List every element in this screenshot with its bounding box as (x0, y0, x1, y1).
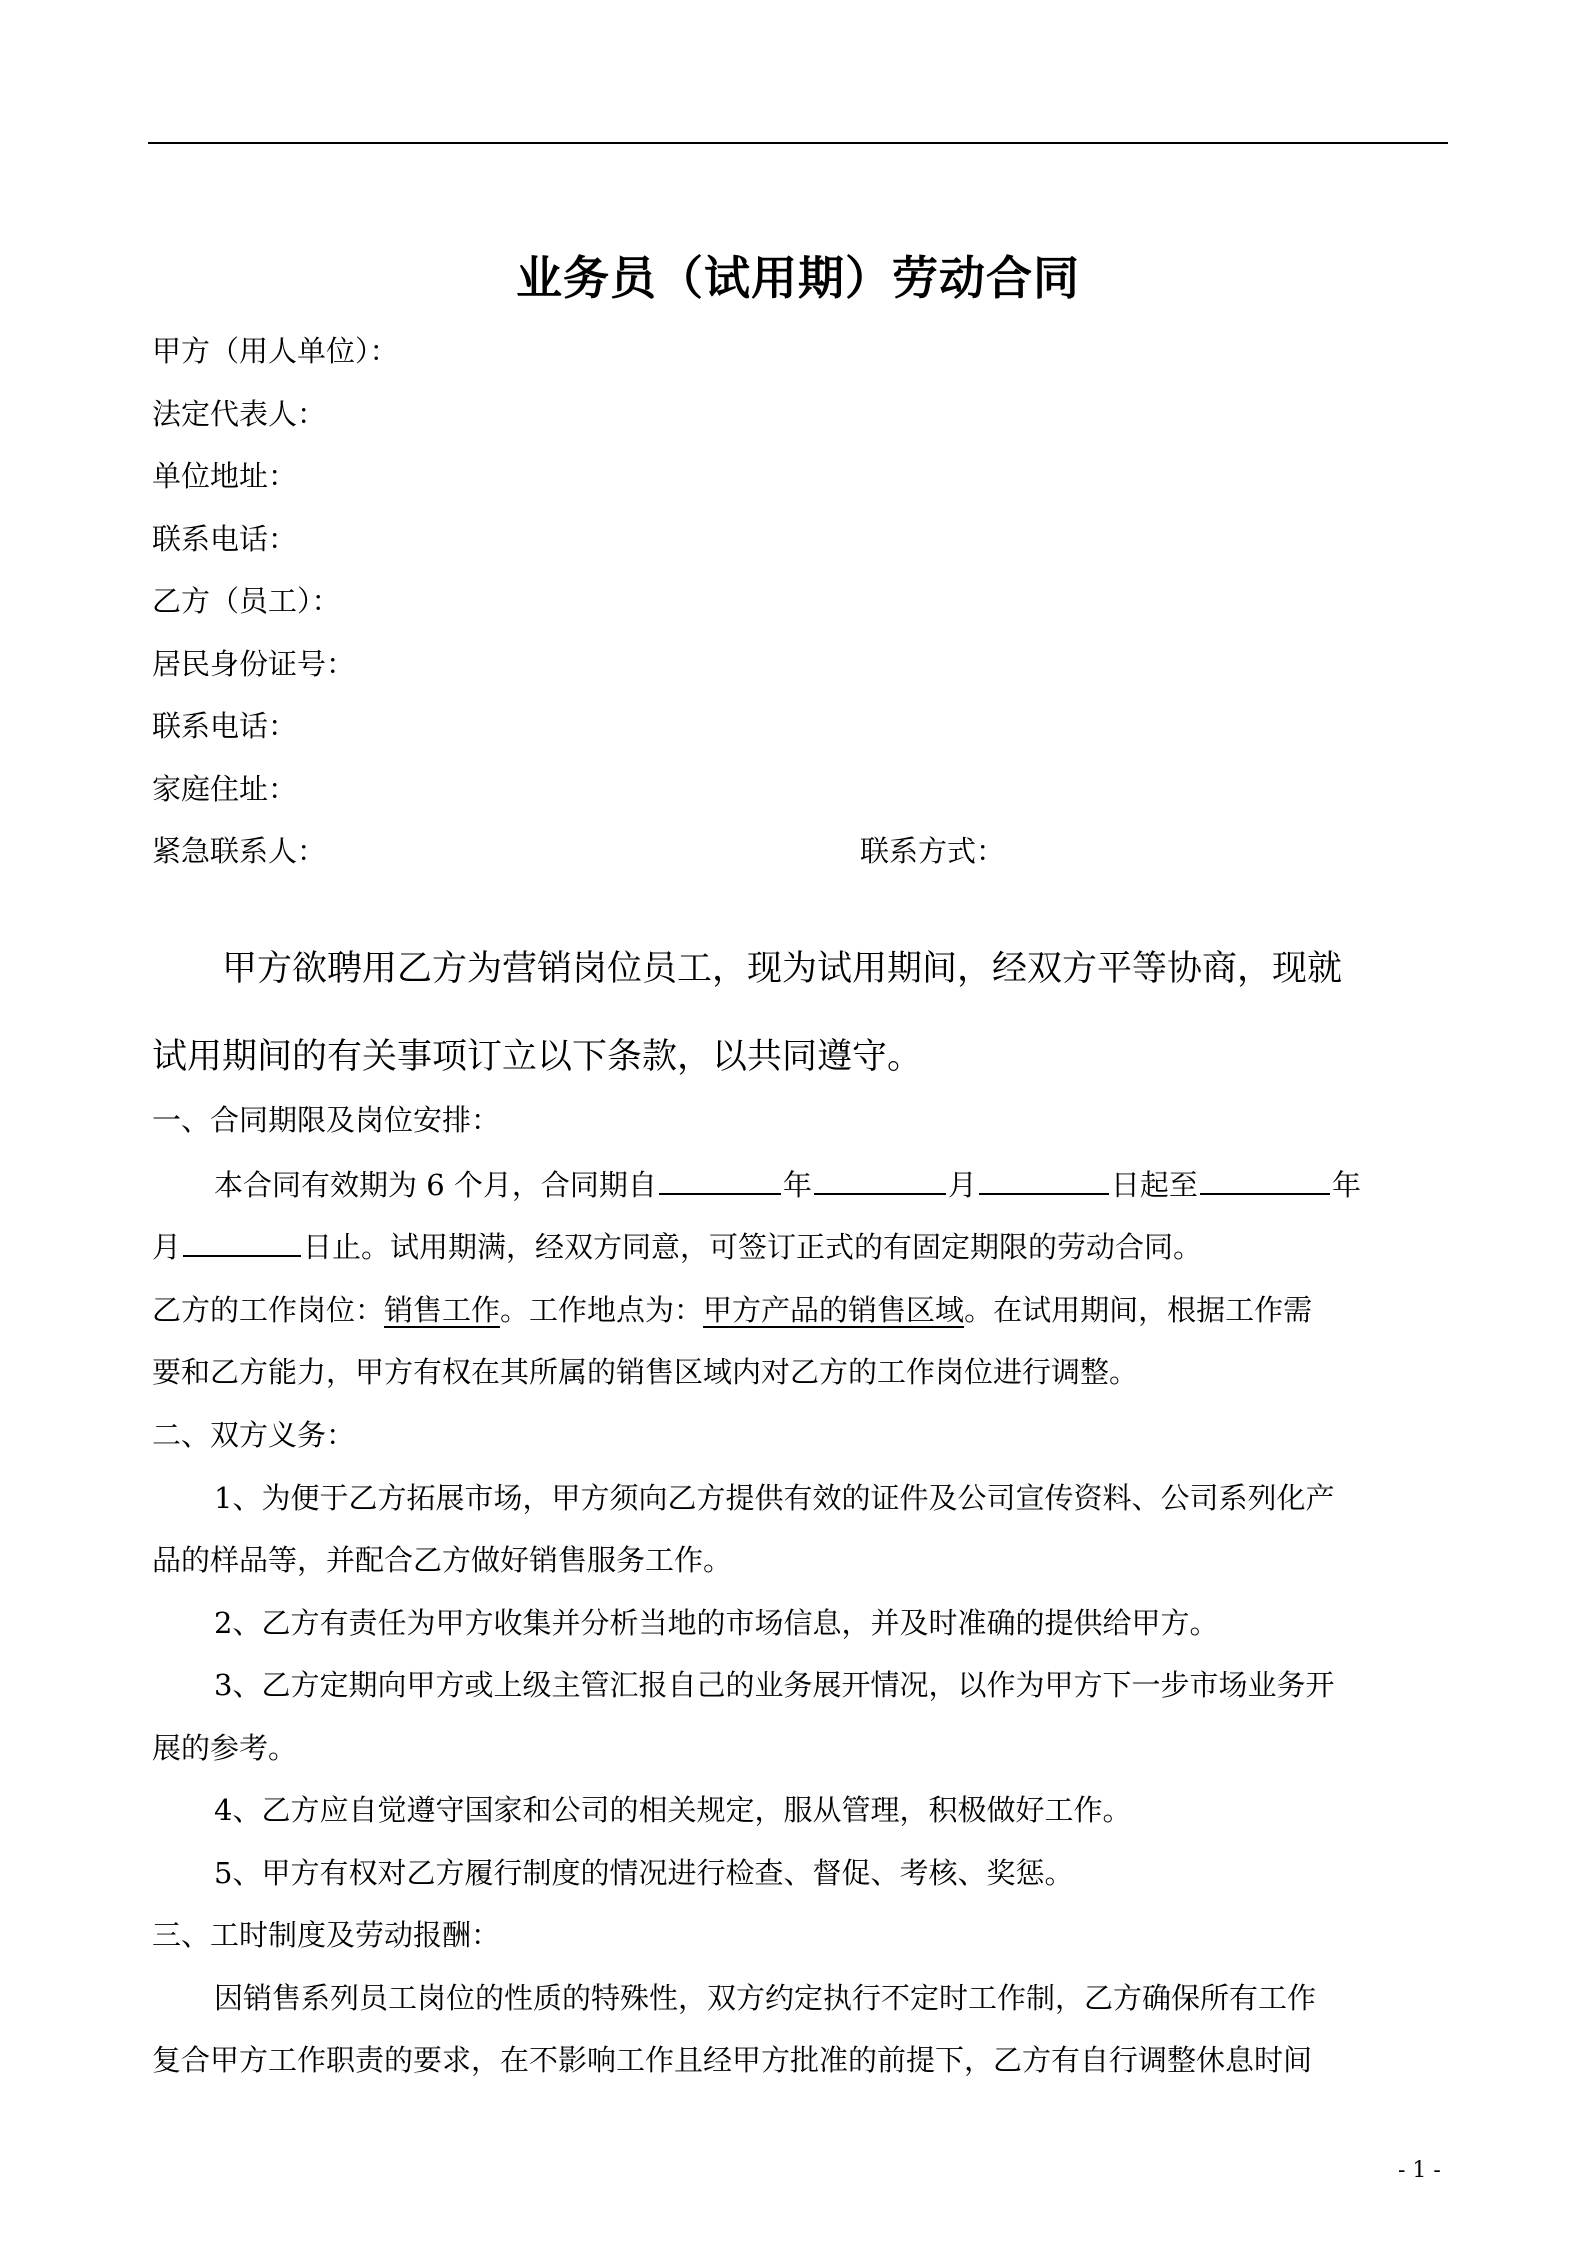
duty-item: 4、乙方应自觉遵守国家和公司的相关规定，服从管理，积极做好工作。 (214, 1793, 1132, 1827)
party-line-emergency-contact (152, 820, 1448, 883)
section-heading-duties: 二、双方义务： (152, 1418, 356, 1452)
year-label: 年 (782, 1168, 812, 1202)
field-label: 联系电话： (152, 521, 298, 556)
post-line-2: 要和乙方能力，甲方有权在其所属的销售区域内对乙方的工作岗位进行调整。 (152, 1355, 1139, 1389)
page-title: 业务员（试用期）劳动合同 (516, 251, 1080, 305)
day-to-label: 日起至 (1110, 1168, 1198, 1202)
party-line-id-number (152, 633, 1448, 696)
field-label: 甲方（用人单位）： (152, 334, 399, 368)
party-line-employer-phone (152, 508, 1448, 571)
month-label: 月 (152, 1230, 182, 1264)
place-prefix: 。工作地点为： (500, 1293, 704, 1327)
intro-line: 甲方欲聘用乙方为营销岗位员工，现为试用期间，经双方平等协商，现就 (222, 949, 1343, 989)
duty-item: 5、甲方有权对乙方履行制度的情况进行检查、督促、考核、奖惩。 (214, 1856, 1074, 1890)
party-line-employer-address (152, 445, 1448, 508)
blank-start-month (814, 1167, 946, 1195)
post-value: 销售工作 (384, 1293, 501, 1327)
blank-end-month (183, 1229, 301, 1257)
post-prefix: 乙方的工作岗位： (152, 1293, 385, 1327)
header-rule (148, 142, 1448, 144)
field-label-contact-method: 联系方式： (860, 834, 1006, 868)
section-heading-hours-pay: 三、工时制度及劳动报酬： (152, 1918, 501, 1952)
party-line-home-address (152, 758, 1448, 821)
section-heading-term: 一、合同期限及岗位安排： (152, 1103, 501, 1137)
duty-item: 3、乙方定期向甲方或上级主管汇报自己的业务展开情况，以作为甲方下一步市场业务开 (214, 1668, 1335, 1702)
term-line (152, 1165, 1448, 1205)
hours-paragraph-line: 复合甲方工作职责的要求，在不影响工作且经甲方批准的前提下，乙方有自行调整休息时间 (152, 2043, 1313, 2077)
blank-end-year (1200, 1167, 1330, 1195)
intro-line: 试用期间的有关事项订立以下条款，以共同遵守。 (152, 1037, 923, 1077)
field-label: 紧急联系人： (152, 834, 327, 868)
term-line-2 (152, 1227, 1448, 1267)
hours-paragraph-line: 因销售系列员工岗位的性质的特殊性，双方约定执行不定时工作制，乙方确保所有工作 (214, 1981, 1317, 2015)
blank-start-day (979, 1167, 1109, 1195)
intro-paragraph (152, 925, 1448, 1101)
term-text: 本合同有效期为 6 个月，合同期自 (214, 1168, 657, 1202)
post-suffix: 。在试用期间，根据工作需 (964, 1293, 1313, 1327)
field-label: 乙方（员工）： (152, 584, 341, 618)
party-line-employer (152, 320, 1448, 383)
term-text: 日止。试用期满，经双方同意，可签订正式的有固定期限的劳动合同。 (303, 1230, 1203, 1264)
post-line (152, 1290, 1448, 1330)
field-label: 单位地址： (152, 459, 298, 493)
field-label: 联系电话： (152, 709, 298, 743)
field-label: 家庭住址： (152, 771, 298, 806)
duty-item-cont: 品的样品等，并配合乙方做好销售服务工作。 (152, 1543, 733, 1577)
party-line-employee-phone (152, 695, 1448, 758)
place-value: 甲方产品的销售区域 (703, 1293, 965, 1327)
field-label: 居民身份证号： (152, 646, 356, 681)
duty-item: 1、为便于乙方拓展市场，甲方须向乙方提供有效的证件及公司宣传资料、公司系列化产 (214, 1481, 1335, 1515)
duty-item-cont: 展的参考。 (152, 1731, 298, 1765)
field-label: 法定代表人： (152, 396, 327, 431)
party-line-legal-rep (152, 383, 1448, 446)
month-label: 月 (947, 1168, 977, 1202)
party-line-employee (152, 570, 1448, 633)
party-info-block (152, 320, 1448, 883)
blank-start-year (659, 1167, 781, 1195)
page-number: - 1 - (1398, 2158, 1441, 2183)
year-label: 年 (1331, 1168, 1361, 1202)
duty-item: 2、乙方有责任为甲方收集并分析当地的市场信息，并及时准确的提供给甲方。 (214, 1606, 1219, 1640)
